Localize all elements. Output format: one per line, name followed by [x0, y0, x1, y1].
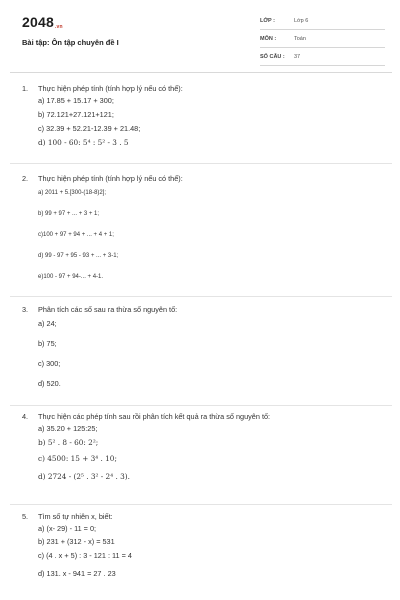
section-divider — [10, 504, 392, 505]
problem-item: d) 520. — [38, 379, 61, 388]
problem-item: a) 17.85 + 15.17 + 300; — [38, 96, 114, 105]
problem-item: c) 300; — [38, 359, 61, 368]
problem-item: c) 32.39 + 52.21-12.39 + 21.48; — [38, 124, 141, 133]
section-divider — [10, 405, 392, 406]
problem-1 — [22, 84, 382, 152]
problem-title: Thực hiện các phép tính sau rồi phân tích kết quả ra thừa số nguyên tố: — [38, 412, 271, 421]
section-divider — [10, 296, 392, 297]
worksheet-title: Bài tập: Ôn tập chuyên đề I — [22, 38, 119, 47]
problem-item: e)100 - 97 + 94-... + 4-1. — [38, 274, 104, 280]
meta-info — [260, 16, 385, 70]
problem-number: 4. — [22, 412, 29, 421]
meta-value: Toán — [294, 36, 306, 42]
problem-number: 2. — [22, 174, 29, 183]
meta-label: MÔN : — [260, 36, 277, 42]
problem-item: b) 231 + (312 - x) = 531 — [38, 537, 115, 546]
meta-row-class — [260, 16, 385, 30]
problem-item: b) 75; — [38, 339, 57, 348]
problem-title: Thực hiện phép tính (tính hợp lý nếu có thể): — [38, 84, 183, 93]
section-divider — [10, 163, 392, 164]
meta-label: LỚP : — [260, 18, 275, 24]
problem-title: Phân tích các số sau ra thừa số nguyên tố: — [38, 305, 178, 314]
problem-item: b) 72.121+27.121+121; — [38, 110, 114, 119]
problem-item: b) 99 + 97 + ... + 3 + 1; — [38, 211, 100, 217]
header — [10, 8, 392, 64]
problem-item: a) 24; — [38, 319, 57, 328]
problem-heading — [22, 512, 382, 524]
worksheet-page — [10, 8, 392, 594]
problem-heading — [22, 305, 382, 319]
problem-item: c) (4 . x + 5) : 3 - 121 : 11 = 4 — [38, 551, 132, 560]
problem-5 — [22, 512, 382, 583]
meta-value: Lớp 6 — [294, 18, 309, 24]
problem-item: b) 5² . 8 - 60: 2²; — [38, 438, 99, 447]
meta-label: SỐ CÂU : — [260, 54, 285, 60]
brand-suffix: .vn — [54, 24, 63, 30]
problem-heading — [22, 174, 382, 190]
problem-item: c)100 + 97 + 94 + ... + 4 + 1; — [38, 232, 114, 238]
problem-heading — [22, 412, 382, 424]
header-divider — [10, 72, 392, 73]
problem-4 — [22, 412, 382, 488]
problem-3 — [22, 305, 382, 399]
meta-row-count — [260, 52, 385, 66]
problem-item: d) 100 - 60: 5⁴ : 5² - 3 . 5 — [38, 138, 129, 147]
problem-title: Tìm số tự nhiên x, biết: — [38, 512, 113, 521]
problem-number: 3. — [22, 305, 29, 314]
problem-item: d) 2724 - (2⁵ . 3² - 2⁴ . 3). — [38, 472, 130, 481]
problem-number: 5. — [22, 512, 29, 521]
problem-item: c) 4500: 15 + 3⁴ . 10; — [38, 454, 117, 463]
problem-2 — [22, 174, 382, 295]
brand-name: 2048 — [22, 14, 54, 30]
brand-logo[interactable] — [22, 14, 63, 30]
problem-item: d) 99 - 97 + 95 - 93 + ... + 3-1; — [38, 253, 119, 259]
problem-item: d) 131. x - 941 = 27 . 23 — [38, 569, 116, 578]
problem-item: a) (x- 29) - 11 = 0; — [38, 524, 97, 533]
meta-value: 37 — [294, 54, 301, 60]
problem-heading — [22, 84, 382, 96]
problem-title: Thực hiện phép tính (tính hợp lý nếu có thể): — [38, 174, 183, 183]
problem-number: 1. — [22, 84, 29, 93]
problem-item: a) 35.20 + 125:25; — [38, 424, 98, 433]
problem-item: a) 2011 + 5.[300-(18-8)2]; — [38, 190, 107, 196]
meta-row-subject — [260, 34, 385, 48]
